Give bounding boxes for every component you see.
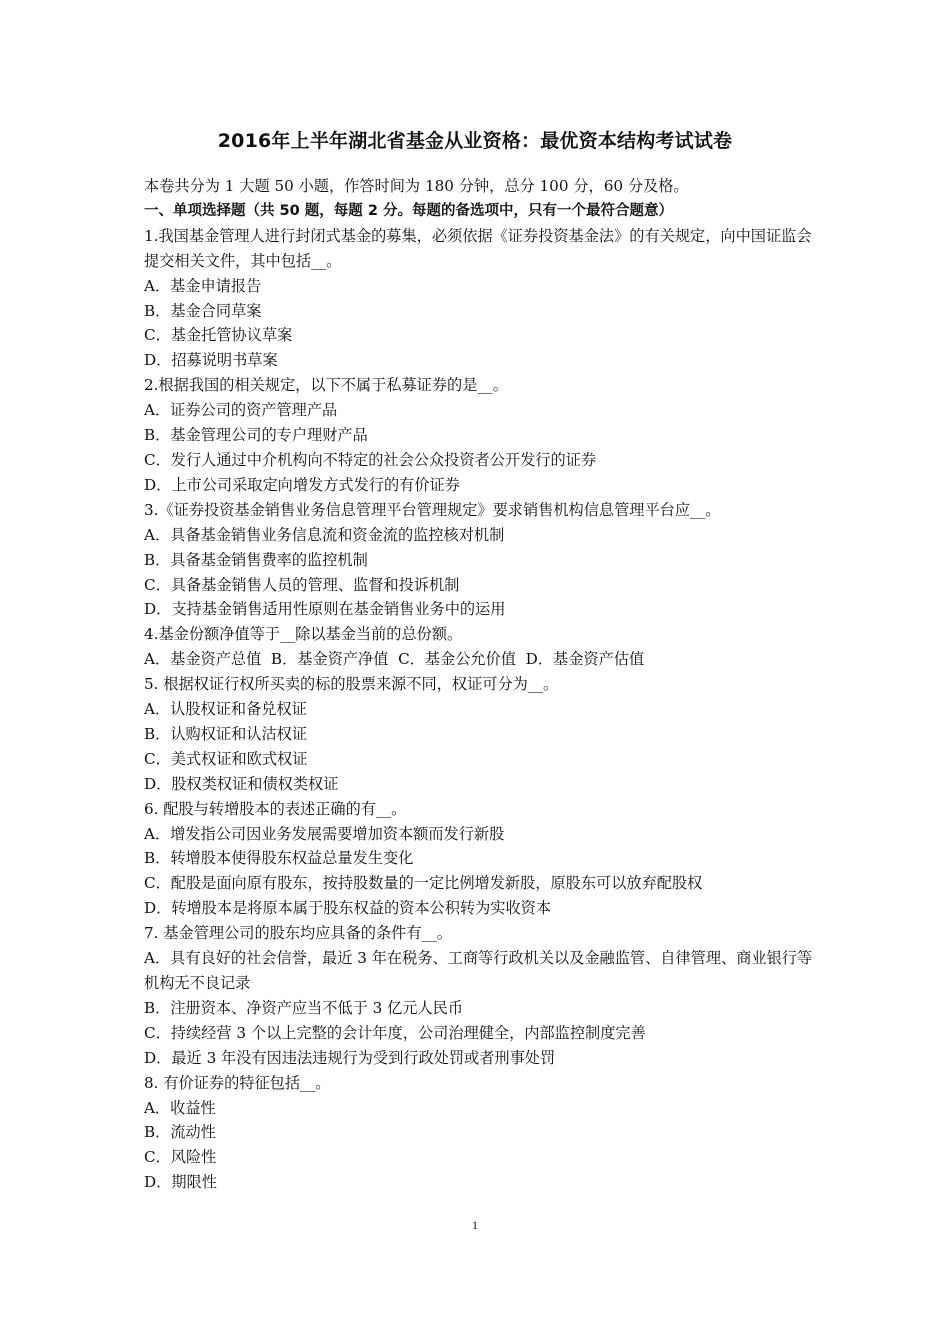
question-stem: 1.我国基金管理人进行封闭式基金的募集，必须依据《证券投资基金法》的有关规定，向中国证监会提交相关文件，其中包括__。 [144, 226, 812, 270]
question-8 [144, 1071, 820, 1196]
question-6 [144, 797, 820, 922]
option-b: B．注册资本、净资产应当不低于 3 亿元人民币 [144, 998, 464, 1017]
option-b: B．基金合同草案 [144, 301, 262, 320]
option-d: D．招募说明书草案 [144, 351, 278, 370]
option-b: B．转增股本使得股东权益总量发生变化 [144, 849, 414, 868]
option-d: D．上市公司采取定向增发方式发行的有价证券 [144, 475, 460, 494]
question-3 [144, 498, 820, 623]
question-7 [144, 921, 820, 1070]
option-c: C．发行人通过中介机构向不特定的社会公众投资者公开发行的证券 [144, 450, 597, 469]
option-b: B．具备基金销售费率的监控机制 [144, 550, 368, 569]
option-d: D．转增股本是将原本属于股东权益的资本公积转为实收资本 [144, 899, 552, 918]
section-heading: 一、单项选择题（共 50 题，每题 2 分。每题的备选项中，只有一个最符合题意） [144, 202, 673, 219]
option-c: C．美式权证和欧式权证 [144, 749, 308, 768]
page-number: 1 [472, 1218, 478, 1232]
question-stem: 6. 配股与转增股本的表述正确的有__。 [144, 799, 407, 818]
option-a: A．具有良好的社会信誉，最近 3 年在税务、工商等行政机关以及金融监管、自律管理、商业银行等机构无不良记录 [144, 949, 813, 992]
question-stem: 3.《证券投资基金销售业务信息管理平台管理规定》要求销售机构信息管理平台应__。 [144, 500, 721, 519]
question-stem: 5. 根据权证行权所买卖的标的股票来源不同，权证可分为__。 [144, 675, 559, 694]
question-5 [144, 672, 820, 797]
option-d: D．支持基金销售适用性原则在基金销售业务中的运用 [144, 600, 506, 619]
question-stem: 4.基金份额净值等于__除以基金当前的总份额。 [144, 625, 463, 644]
option-a: A．增发指公司因业务发展需要增加资本额而发行新股 [144, 824, 505, 843]
question-4 [144, 622, 820, 672]
question-stem: 7. 基金管理公司的股东均应具备的条件有__。 [144, 924, 452, 943]
question-2 [144, 373, 820, 498]
option-c: C．风险性 [144, 1148, 217, 1167]
option-c: C．配股是面向原有股东，按持股数量的一定比例增发新股，原股东可以放弃配股权 [144, 874, 703, 893]
document-body [144, 174, 820, 1195]
option-b: B．流动性 [144, 1123, 216, 1142]
option-a: A．具备基金销售业务信息流和资金流的监控核对机制 [144, 525, 505, 544]
option-a: A．认股权证和备兑权证 [144, 700, 307, 719]
option-d: D．期限性 [144, 1173, 217, 1192]
option-d: D．最近 3 年没有因违法违规行为受到行政处罚或者刑事处罚 [144, 1048, 556, 1067]
option-c: C．基金托管协议草案 [144, 326, 293, 345]
option-d: D．股权类权证和债权类权证 [144, 774, 339, 793]
exam-intro: 本卷共分为 1 大题 50 小题，作答时间为 180 分钟，总分 100 分，60 分及格。 [144, 177, 689, 195]
question-stem: 8. 有价证券的特征包括__。 [144, 1073, 331, 1092]
document-title: 2016年上半年湖北省基金从业资格：最优资本结构考试试卷 [217, 130, 733, 152]
option-c: C．具备基金销售人员的管理、监督和投诉机制 [144, 575, 460, 594]
question-1 [144, 224, 820, 373]
question-stem: 2.根据我国的相关规定，以下不属于私募证券的是__。 [144, 376, 508, 395]
option-b: B．基金管理公司的专户理财产品 [144, 426, 368, 445]
option-a: A．证券公司的资产管理产品 [144, 401, 338, 420]
option-b: B．认购权证和认沽权证 [144, 724, 308, 743]
option-a: A．基金申请报告 [144, 276, 262, 295]
option-row: A．基金资产总值 B．基金资产净值 C．基金公允价值 D．基金资产估值 [144, 650, 645, 669]
option-a: A．收益性 [144, 1098, 216, 1117]
option-c: C．持续经营 3 个以上完整的会计年度，公司治理健全，内部监控制度完善 [144, 1023, 646, 1042]
